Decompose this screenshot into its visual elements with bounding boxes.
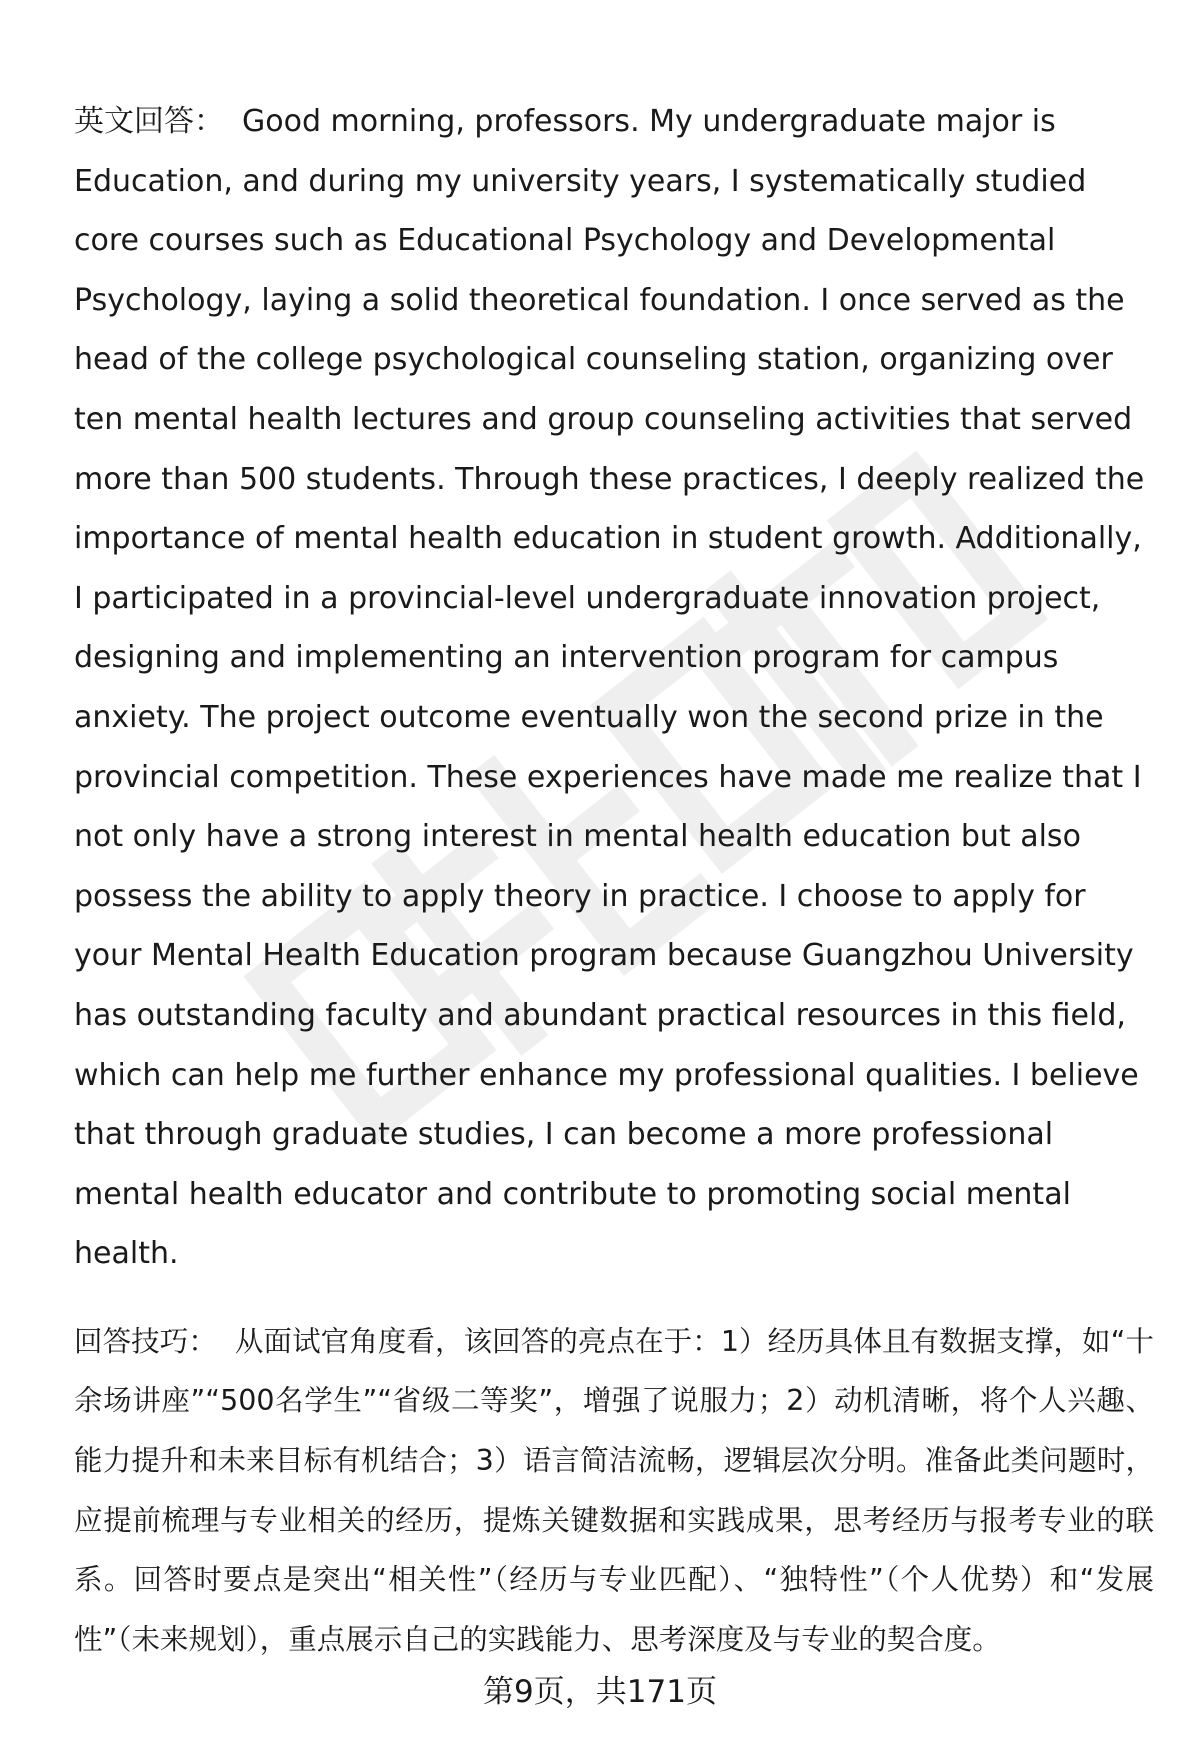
answer-tips-text: 从面试官角度看，该回答的亮点在于：1）经历具体且有数据支撑，如“十余场讲座”“500名学生”“省级二等奖”，增强了说服力；2）动机清晰，将个人兴趣、能力提升和未来目标有机结合；3）语言简洁流畅，逻辑层次分明。准备此类问题时，应提前梳理与专业相关的经历，提炼关键数据和实践成果，思考经历与报考专业的联系。回答时要点是突出“相关性”（经历与专业匹配）、“独特性”（个人优势）和“发展性”（未来规划），重点展示自己的实践能力、思考深度及与专业的契合度。 — [74, 1324, 1154, 1656]
english-answer-label: 英文回答： — [74, 104, 224, 139]
page-indicator: 第9页，共171页 — [483, 1674, 717, 1710]
answer-tips-label: 回答技巧： — [74, 1324, 217, 1358]
answer-tips-paragraph — [74, 1312, 1154, 1670]
page-content — [74, 92, 1154, 1669]
english-answer-paragraph — [74, 92, 1154, 1284]
english-answer-text: Good morning, professors. My undergraduate major is Education, and during my university years, I systematically studied core courses such as Educational Psychology and Developmental Psychology, laying a solid theoretical foundation. I once served as the head of the college psychological counseling station, organizing over ten mental health lectures and group counseling activities that served more than 500 students. Through these practices, I deeply realized the importance of mental health education in student growth. Additionally, I participated in a provincial-level undergraduate innovation project, designing and implementing an intervention program for campus anxiety. The project outcome eventually won the second prize in the provincial competition. These experiences have made me realize that I not only have a strong interest in mental health education but also possess the ability to apply theory in practice. I choose to apply for your Mental Health Education program because Guangzhou University has outstanding faculty and abundant practical resources in this field, which can help me further enhance my professional qualities. I believe that through graduate studies, I can become a more professional mental health educator and contribute to promoting social mental health. — [74, 104, 1145, 1272]
